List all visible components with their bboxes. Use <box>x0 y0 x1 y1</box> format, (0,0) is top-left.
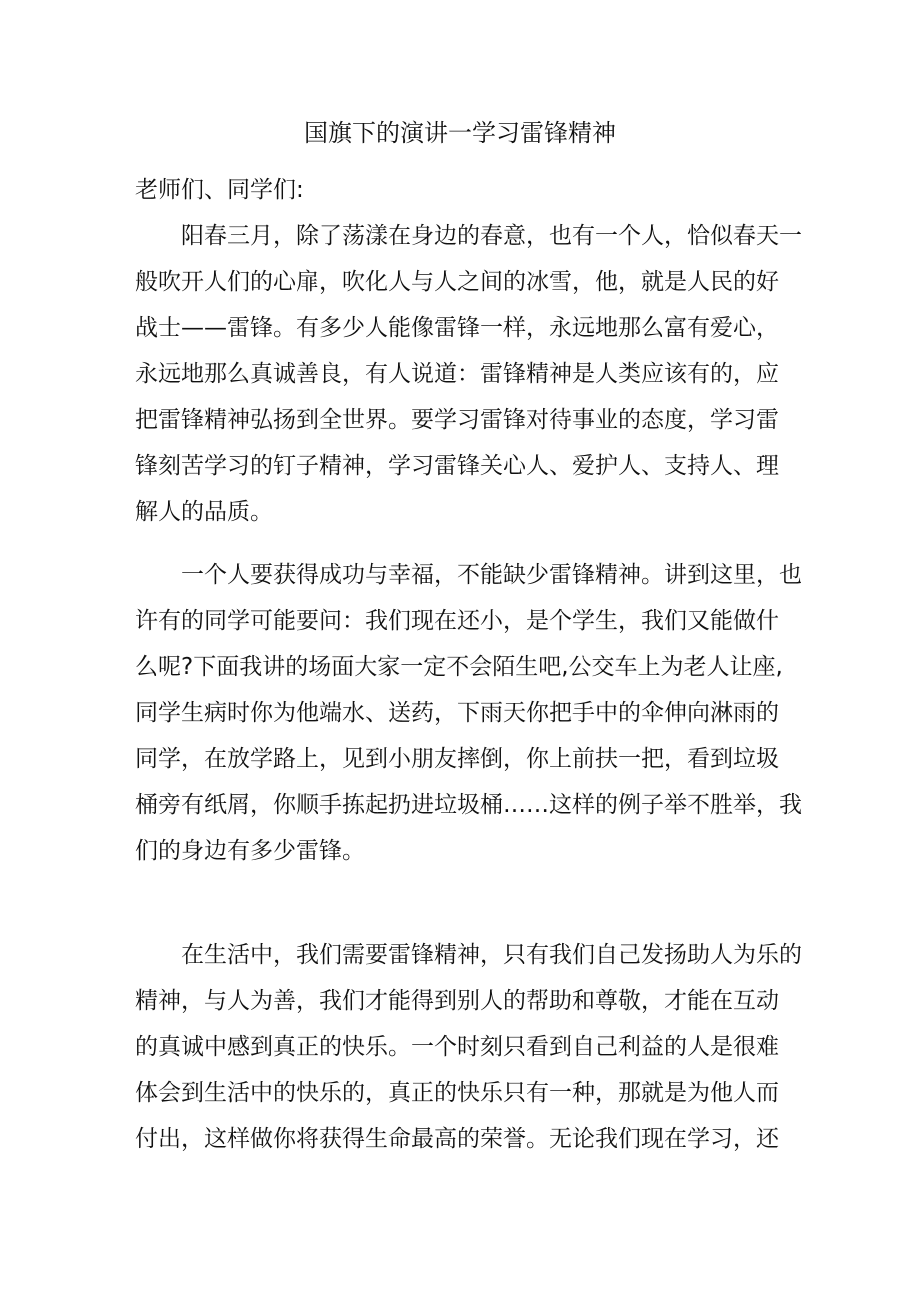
paragraph-1-line-2: 般吹开人们的心扉，吹化人与人之间的冰雪，他，就是人民的好 <box>135 269 779 295</box>
paragraph-3-line-5: 付出，这样做你将获得生命最高的荣誉。无论我们现在学习，还 <box>135 1126 779 1152</box>
paragraph-2-line-7: 们的身边有多少雷锋。 <box>135 838 365 864</box>
paragraph-3-line-1: 在生活中，我们需要雷锋精神，只有我们自己发扬助人为乐的 <box>181 942 802 968</box>
paragraph-3-line-4: 体会到生活中的快乐的，真正的快乐只有一种，那就是为他人而 <box>135 1080 779 1106</box>
paragraph-1-line-6: 锋刻苦学习的钉子精神，学习雷锋关心人、爱护人、支持人、理 <box>135 453 779 479</box>
paragraph-2-line-6: 桶旁有纸屑，你顺手拣起扔进垃圾桶……这样的例子举不胜举，我 <box>135 792 802 818</box>
paragraph-2-line-4: 同学生病时你为他端水、送药，下雨天你把手中的伞伸向淋雨的 <box>135 700 779 726</box>
document-title: 国旗下的演讲一学习雷锋精神 <box>304 119 616 147</box>
paragraph-2-line-3: 么呢?下面我讲的场面大家一定不会陌生吧,公交车上为老人让座, <box>135 654 783 680</box>
paragraph-1-line-1: 阳春三月，除了荡漾在身边的春意，也有一个人，恰似春天一 <box>181 223 802 249</box>
paragraph-3-line-3: 的真诚中感到真正的快乐。一个时刻只看到自己利益的人是很难 <box>135 1034 779 1060</box>
paragraph-2-line-1: 一个人要获得成功与幸福，不能缺少雷锋精神。讲到这里，也 <box>181 562 802 588</box>
salutation: 老师们、同学们: <box>135 177 304 203</box>
paragraph-3-line-2: 精神，与人为善，我们才能得到别人的帮助和尊敬，才能在互动 <box>135 988 779 1014</box>
paragraph-1-line-3: 战士——雷锋。有多少人能像雷锋一样，永远地那么富有爱心， <box>135 315 779 341</box>
paragraph-1-line-7: 解人的品质。 <box>135 499 273 525</box>
paragraph-1-line-5: 把雷锋精神弘扬到全世界。要学习雷锋对待事业的态度，学习雷 <box>135 407 779 433</box>
paragraph-1-line-4: 永远地那么真诚善良，有人说道：雷锋精神是人类应该有的，应 <box>135 361 779 387</box>
paragraph-2-line-5: 同学，在放学路上，见到小朋友摔倒，你上前扶一把，看到垃圾 <box>135 746 779 772</box>
paragraph-2-line-2: 许有的同学可能要问：我们现在还小，是个学生，我们又能做什 <box>135 608 779 634</box>
